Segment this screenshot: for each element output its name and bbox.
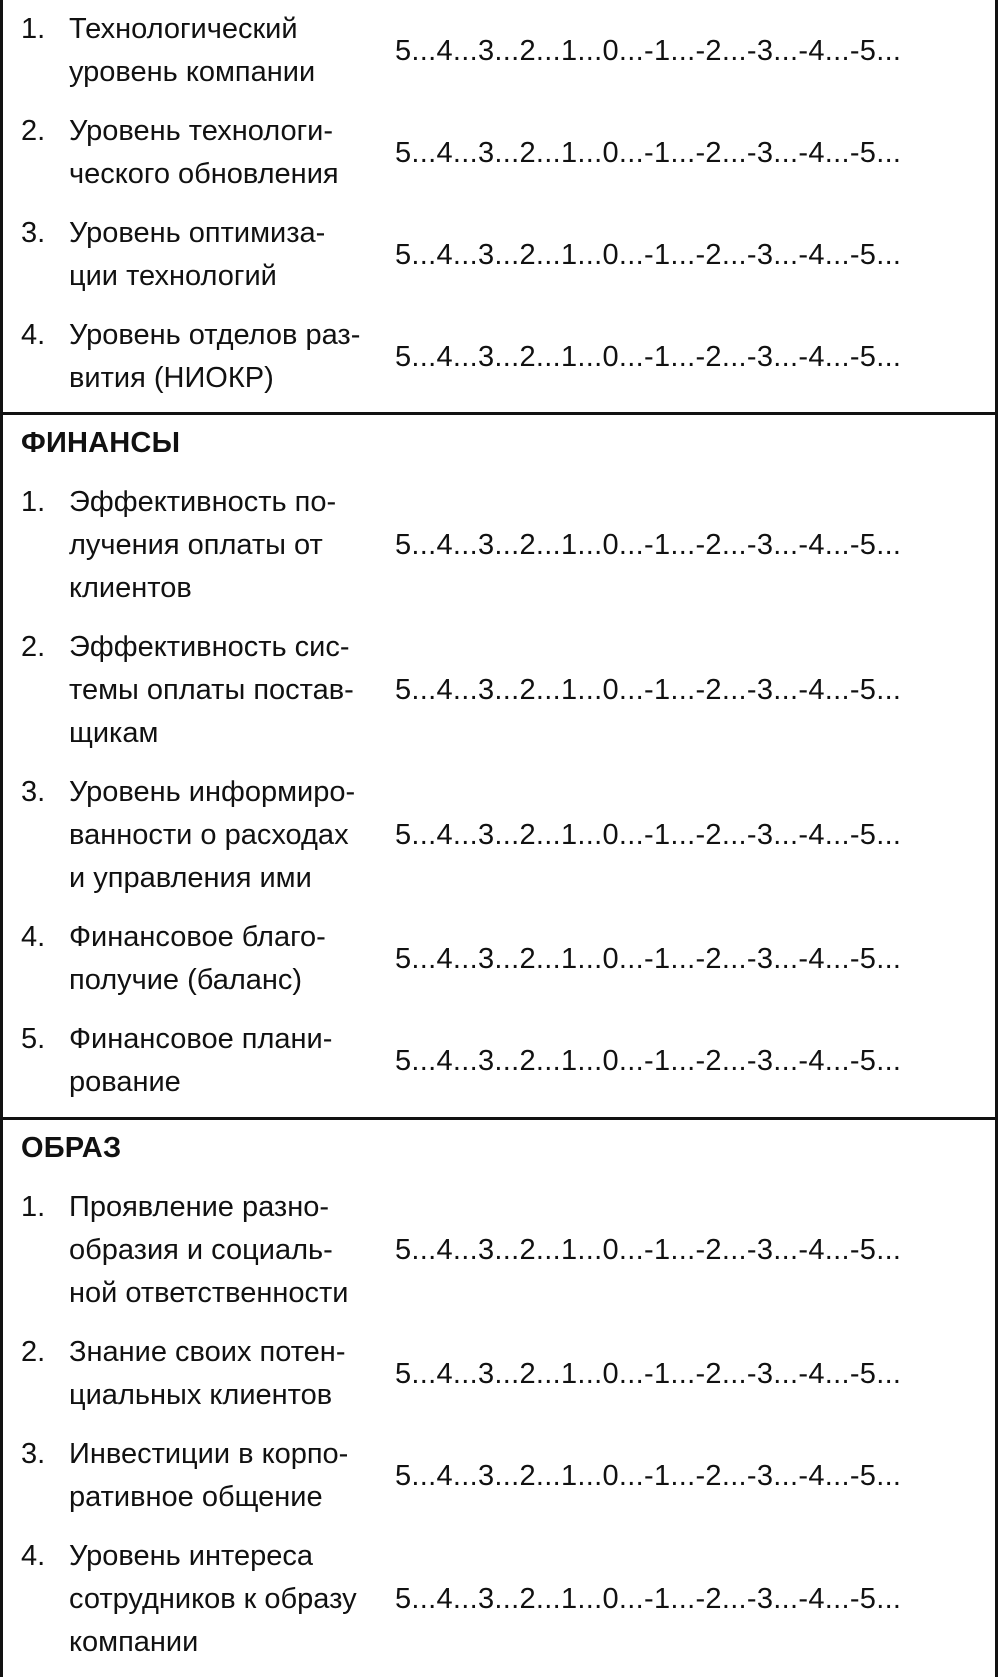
list-item <box>3 8 995 94</box>
item-number: 4. <box>21 921 46 953</box>
item-number: 4. <box>21 1540 46 1572</box>
item-label: Финансовое благо- получие (баланс) <box>69 921 326 996</box>
rating-scale: 5...4...3...2...1...0...-1...-2...-3...-4...-5... <box>395 1357 902 1390</box>
item-label: Уровень интереса сотрудников к образу компании <box>69 1540 357 1658</box>
section-title: ФИНАНСЫ <box>21 427 181 459</box>
item-label: Знание своих потен- циальных клиентов <box>69 1336 346 1411</box>
list-item <box>3 314 995 400</box>
item-label: Уровень технологи- ческого обновления <box>69 115 339 190</box>
rating-scale: 5...4...3...2...1...0...-1...-2...-3...-4...-5... <box>395 1583 902 1615</box>
item-number: 3. <box>21 776 46 808</box>
item-label: Эффективность по- лучения оплаты от клиентов <box>69 486 337 604</box>
list-item <box>3 916 995 1002</box>
list-item <box>3 1433 995 1519</box>
item-number: 4. <box>21 319 46 351</box>
item-label: Проявление разно- образия и социаль- ной ответственности <box>69 1191 349 1309</box>
list-item <box>3 1535 995 1664</box>
section-image <box>3 1117 995 1677</box>
item-label: Уровень информиро- ванности о расходах и управления ими <box>69 776 356 894</box>
list-item <box>3 626 995 755</box>
item-number: 2. <box>21 115 46 147</box>
rating-scale: 5...4...3...2...1...0...-1...-2...-3...-4...-5... <box>395 529 902 561</box>
item-number: 2. <box>21 631 46 663</box>
rating-scale: 5...4...3...2...1...0...-1...-2...-3...-4...-5... <box>395 819 902 851</box>
item-number: 1. <box>21 13 46 45</box>
section-title: ОБРАЗ <box>21 1132 122 1164</box>
rating-scale: 5...4...3...2...1...0...-1...-2...-3...-4...-5... <box>395 942 902 975</box>
item-number: 3. <box>21 217 46 249</box>
rating-scale: 5...4...3...2...1...0...-1...-2...-3...-4...-5... <box>395 674 902 706</box>
item-label: Инвестиции в корпо- ративное общение <box>69 1438 349 1513</box>
list-item <box>3 1186 995 1315</box>
item-label: Уровень оптимиза- ции технологий <box>69 217 326 292</box>
item-number: 2. <box>21 1336 46 1368</box>
item-number: 3. <box>21 1438 46 1470</box>
item-label: Финансовое плани- рование <box>69 1023 333 1098</box>
item-label: Уровень отделов раз- вития (НИОКР) <box>69 319 361 394</box>
rating-scale: 5...4...3...2...1...0...-1...-2...-3...-4...-5... <box>395 238 902 271</box>
item-number: 1. <box>21 486 46 518</box>
rating-scale: 5...4...3...2...1...0...-1...-2...-3...-4...-5... <box>395 340 902 373</box>
item-label: Технологический уровень компании <box>69 13 316 88</box>
list-item <box>3 481 995 610</box>
item-number: 5. <box>21 1023 46 1055</box>
list-item <box>3 1018 995 1104</box>
list-item <box>3 110 995 196</box>
section-finance <box>3 412 995 1117</box>
section-technology <box>3 0 995 412</box>
rating-scale: 5...4...3...2...1...0...-1...-2...-3...-4...-5... <box>395 34 902 67</box>
list-item <box>3 212 995 298</box>
list-item <box>3 771 995 900</box>
item-label: Эффективность сис- темы оплаты постав- щикам <box>69 631 354 749</box>
list-item <box>3 1331 995 1417</box>
item-number: 1. <box>21 1191 46 1223</box>
rating-scale: 5...4...3...2...1...0...-1...-2...-3...-4...-5... <box>395 136 902 169</box>
rating-scale: 5...4...3...2...1...0...-1...-2...-3...-4...-5... <box>395 1044 902 1077</box>
rating-scale: 5...4...3...2...1...0...-1...-2...-3...-4...-5... <box>395 1459 902 1492</box>
rating-scale: 5...4...3...2...1...0...-1...-2...-3...-4...-5... <box>395 1234 902 1266</box>
